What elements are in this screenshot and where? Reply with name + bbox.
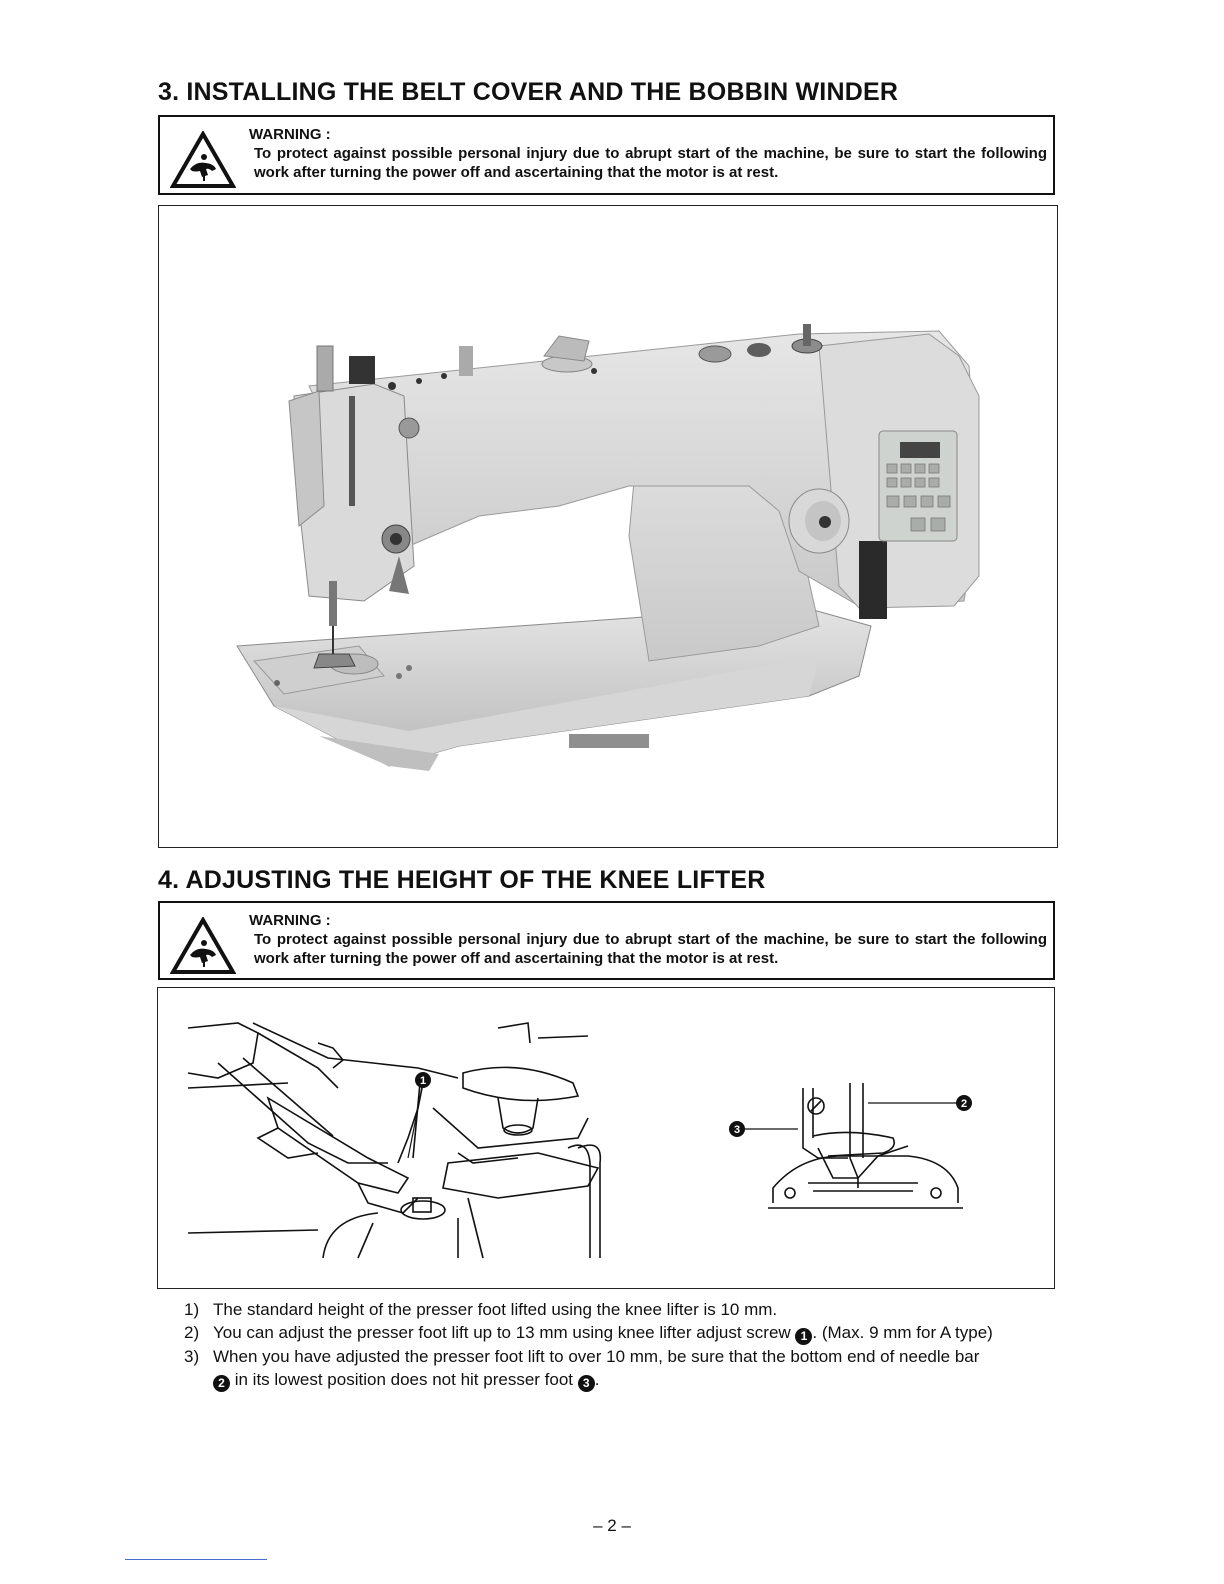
callout-1-label: 1: [419, 1075, 427, 1087]
step-number: 1): [184, 1300, 200, 1319]
warning-text: To protect against possible personal injury due to abrupt start of the machine, be sure to start the following work after turning the power off and ascertaining that the motor is at rest.: [254, 145, 1047, 181]
warning-box-section-4: [158, 901, 1055, 980]
section-3-title: 3. INSTALLING THE BELT COVER AND THE BOBBIN WINDER: [158, 78, 899, 106]
footer-rule: [125, 1559, 267, 1560]
step-2: [184, 1321, 1064, 1345]
step-3: [184, 1345, 1064, 1392]
step-text: You can adjust the presser foot lift up to 13 mm using knee lifter adjust screw: [213, 1323, 796, 1342]
callout-3-label: 3: [733, 1124, 741, 1136]
callout-marker: 1: [795, 1328, 812, 1345]
callout-marker: 2: [213, 1375, 230, 1392]
callout-2-label: 2: [960, 1098, 968, 1110]
step-text: When you have adjusted the presser foot lift to over 10 mm, be sure that the bottom end of needle bar: [213, 1347, 980, 1366]
knee-lifter-diagram-frame: [157, 987, 1055, 1289]
hand-warning-icon: [170, 131, 236, 189]
step-number: 2): [184, 1323, 200, 1342]
sewing-machine-photo: [159, 206, 1056, 846]
step-number: 3): [184, 1347, 200, 1366]
step-1: [184, 1298, 1064, 1321]
step-text-mid: in its lowest position does not hit presser foot: [230, 1370, 578, 1389]
warning-text: To protect against possible personal injury due to abrupt start of the machine, be sure to start the following work after turning the power off and ascertaining that the motor is at rest.: [254, 931, 1047, 967]
instruction-steps: [184, 1298, 1064, 1392]
knee-lifter-illustration: [158, 988, 1053, 1287]
warning-title: WARNING :: [249, 126, 331, 143]
warning-title: WARNING :: [249, 912, 331, 929]
step-text-tail: . (Max. 9 mm for A type): [812, 1323, 993, 1342]
section-4-title: 4. ADJUSTING THE HEIGHT OF THE KNEE LIFTER: [158, 866, 766, 894]
sewing-machine-photo-frame: [158, 205, 1058, 848]
warning-box-section-3: [158, 115, 1055, 195]
step-text: The standard height of the presser foot lifted using the knee lifter is 10 mm.: [213, 1300, 778, 1319]
hand-warning-icon: [170, 917, 236, 975]
page-number: – 2 –: [593, 1516, 631, 1535]
step-text-tail: .: [594, 1370, 600, 1389]
callout-marker: 3: [578, 1375, 595, 1392]
